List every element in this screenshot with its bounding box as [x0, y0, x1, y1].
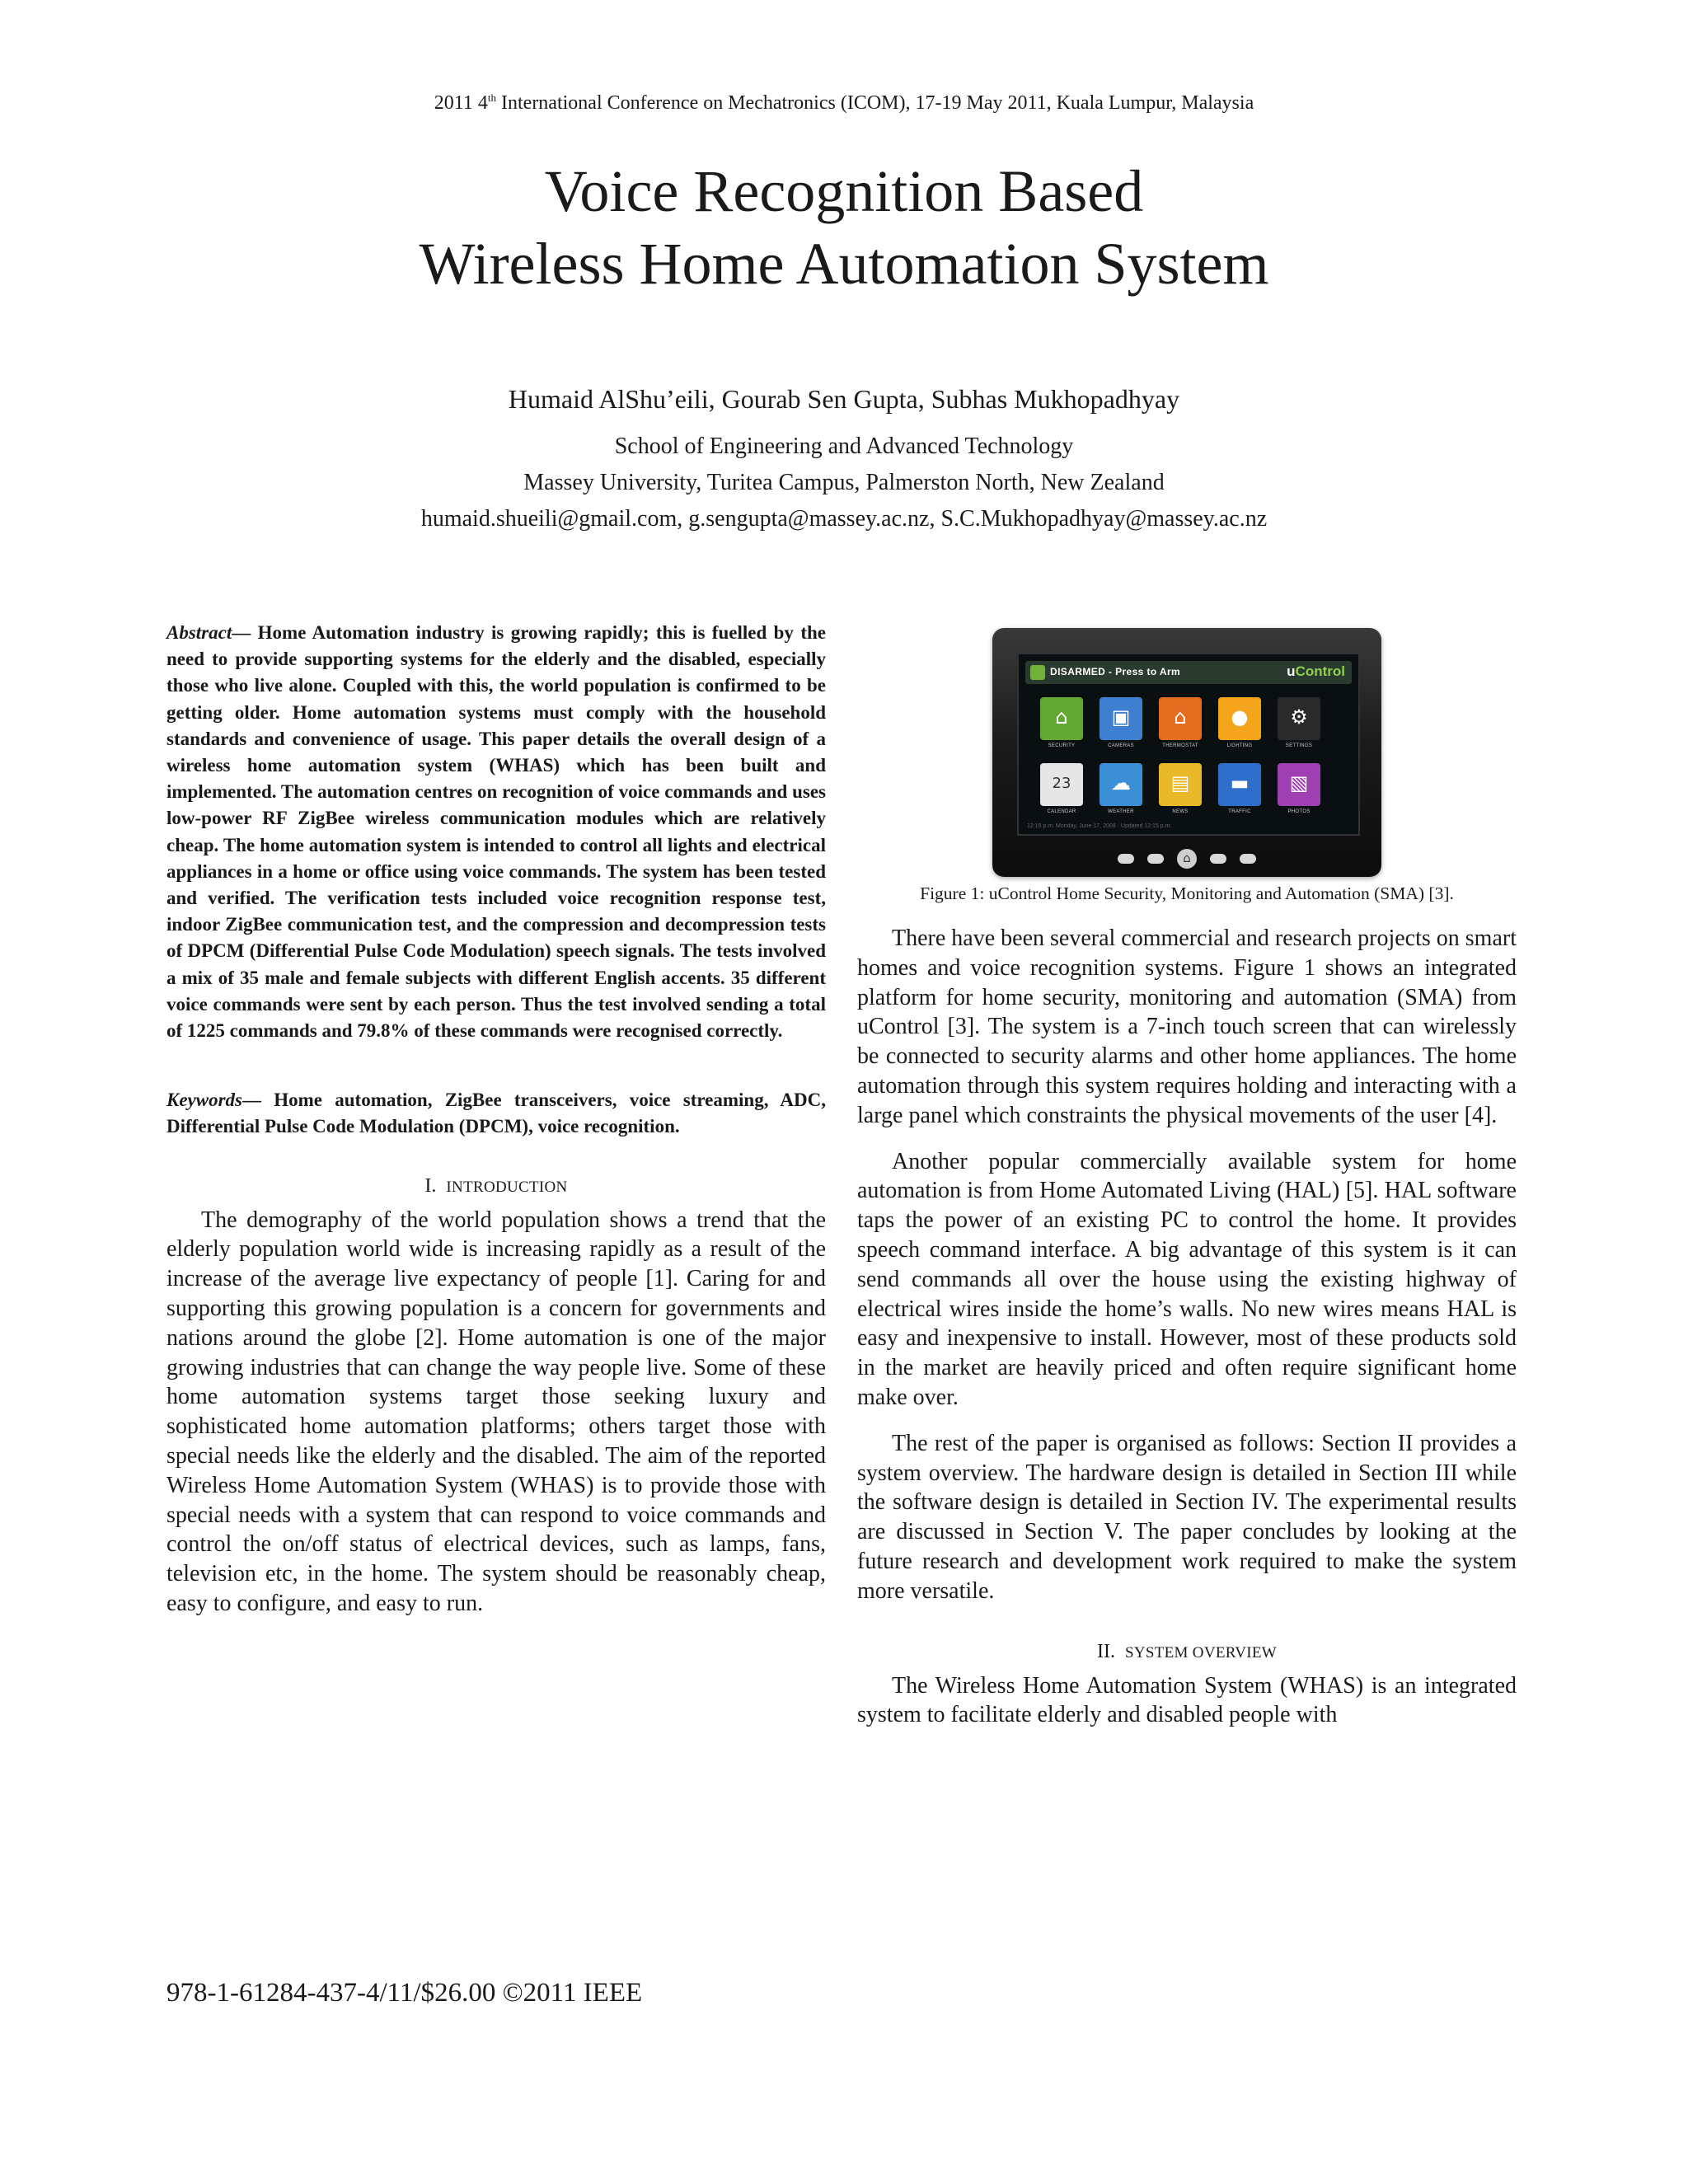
- app-tile-label: SECURITY: [1048, 743, 1076, 748]
- calendar-icon: 23: [1052, 775, 1071, 792]
- author-emails[interactable]: humaid.shueili@gmail.com, g.sengupta@massey.ac.nz, S.C.Mukhopadhyay@massey.ac.nz: [420, 506, 1268, 532]
- app-tile-label: TRAFFIC: [1228, 809, 1251, 814]
- abstract-text: Home Automation industry is growing rapidly; this is fuelled by the need to provide supporting systems for the elderly and the disabled, especially those who live alone. Coupled with this, the world population is confirmed to be getting older. Home automation systems must comply with the household standards and convenience of usage. This paper details the overall design of a wireless home automation system (WHAS) which has been built and implemented. The automation centres on recognition of voice commands and uses low-power RF ZigBee wireless communication modules which are relatively cheap. The home automation system is intended to control all lights and electrical appliances in a home or office using voice commands. The system has been tested and verified. The verification tests included voice recognition response test, indoor ZigBee communication test, and the compression and decompression tests of DPCM (Differential Pulse Code Modulation) speech signals. The tests involved a mix of 35 male and female subjects with different English accents. 35 different voice commands were sent by each person. Thus the test involved sending a total of 1225 commands and 79.8% of these commands were recognised correctly.: [166, 622, 826, 1042]
- app-tile-traffic: [1218, 763, 1261, 814]
- tablet-buttons: [992, 849, 1381, 869]
- paper-organisation-paragraph: The rest of the paper is organised as follows: Section II provides a system overview. The hardware design is detailed in Section III while the software design is detailed in Section IV. The experimental results are discussed in Section V. The paper concludes by looking at the future research and development work required to make the system more versatile.: [857, 1430, 1517, 1604]
- left-column: [166, 620, 826, 1619]
- settings-icon: ⚙: [1290, 705, 1308, 729]
- app-tile-security: [1040, 697, 1083, 748]
- weather-icon: ☁: [1111, 771, 1131, 794]
- app-tile-news: [1159, 763, 1202, 814]
- news-icon: ▤: [1170, 771, 1190, 794]
- abstract: Abstract— Home Automation industry is growing rapidly; this is fuelled by the need to provide supporting systems for the elderly and the disabled, especially those who live alone. Coupled with this, the world population is confirmed to be getting older. Home automation systems must comply with the household standards and convenience of usage. This paper details the overall design of a wireless home automation system (WHAS) which has been built and implemented. The automation centres on recognition of voice commands and uses low-power RF ZigBee wireless communication modules which are relatively cheap. The home automation system is intended to control all lights and electrical appliances in a home or office using voice commands. The system has been tested and verified. The verification tests included voice recognition response test, indoor ZigBee communication test, and the compression and decompression tests of DPCM (Differential Pulse Code Modulation) speech signals. The tests involved a mix of 35 male and female subjects with different English accents. 35 different voice commands were sent by each person. Thus the test involved sending a total of 1225 commands and 79.8% of these commands were recognised correctly.: [166, 622, 826, 1042]
- app-tile-photos: [1278, 763, 1320, 814]
- right-column: [857, 620, 1517, 1730]
- app-tile-cameras: [1100, 697, 1142, 748]
- home-icon: ⌂: [1183, 851, 1191, 865]
- affiliation-school: School of Engineering and Advanced Technology: [614, 434, 1074, 459]
- traffic-icon: ▬: [1230, 771, 1250, 794]
- paper-title-line-2: Wireless Home Automation System: [419, 231, 1269, 297]
- lighting-icon: ●: [1231, 705, 1249, 729]
- thermostat-icon: ⌂: [1174, 705, 1187, 729]
- paper-title: [0, 155, 1688, 300]
- paper-title-line-1: Voice Recognition Based: [544, 158, 1144, 224]
- tablet-screen: [1017, 653, 1360, 836]
- app-tile-label: WEATHER: [1108, 809, 1134, 814]
- screen-status-text: DISARMED - Press to Arm: [1050, 666, 1181, 677]
- keywords-text: Home automation, ZigBee transceivers, voice streaming, ADC, Differential Pulse Code Modulation (DPCM), voice recognition.: [166, 1090, 826, 1137]
- related-work-paragraph-2: Another popular commercially available system for home automation is from Home Automated Living (HAL) [5]. HAL software taps the power of an existing PC to control the home. It provides speech command interface. A big advantage of this system is it can send commands all over the house using the existing highway of electrical wires inside the home’s walls. No new wires means HAL is easy and inexpensive to install. However, most of these products sold in the market are heavily priced and often require significant home make over.: [857, 1148, 1517, 1410]
- app-tile-label: SETTINGS: [1285, 743, 1313, 748]
- screen-status-bar: [1025, 661, 1352, 684]
- app-tile-label: CAMERAS: [1108, 743, 1134, 748]
- conference-header: 2011 4th International Conference on Mechatronics (ICOM), 17-19 May 2011, Kuala Lumpur, Malaysia: [434, 91, 1254, 114]
- app-tile-label: CALENDAR: [1047, 809, 1076, 814]
- app-tile-label: THERMOSTAT: [1162, 743, 1198, 748]
- ucontrol-logo: uControl: [1287, 663, 1345, 679]
- tablet-button-left-2: [1118, 854, 1134, 864]
- app-tile-label: LIGHTING: [1226, 743, 1253, 748]
- section-heading-system-overview: II. SYSTEM OVERVIEW: [1097, 1640, 1277, 1662]
- footer-isbn-copyright: 978-1-61284-437-4/11/$26.00 ©2011 IEEE: [166, 1978, 643, 2008]
- security-icon: ⌂: [1055, 705, 1068, 729]
- tablet-button-right-2: [1240, 854, 1256, 864]
- introduction-paragraph: The demography of the world population shows a trend that the elderly population world wide is increasing rapidly as a result of the increase of the average live expectancy of people [1]. Caring for and supporting this growing population is a concern for governments and nations around the globe [2]. Home automation is one of the major growing industries that can change the way people live. Some of these home automation systems target those seeking luxury and sophisticated home automation platforms; others target those with special needs like the elderly and the disabled. The aim of the reported Wireless Home Automation System (WHAS) is to provide those with special needs with a system that can respond to voice commands and control the on/off status of electrical devices, such as lamps, fans, television etc, in the home. The system should be reasonably cheap, easy to configure, and easy to run.: [166, 1207, 826, 1617]
- author-list: Humaid AlShu’eili, Gourab Sen Gupta, Subhas Mukhopadhyay: [508, 384, 1180, 414]
- app-tile-label: PHOTOS: [1287, 809, 1311, 814]
- system-overview-paragraph: The Wireless Home Automation System (WHAS) is an integrated system to facilitate elderly and disabled people with: [857, 1672, 1517, 1728]
- app-tile-settings: [1278, 697, 1320, 748]
- app-tile-weather: [1100, 763, 1142, 814]
- keywords: Keywords— Home automation, ZigBee transceivers, voice streaming, ADC, Differential Pulse Code Modulation (DPCM), voice recognition.: [166, 1090, 826, 1137]
- tablet-home-button: [1177, 849, 1197, 869]
- figure-1: [857, 620, 1517, 883]
- tablet-button-left-1: [1147, 854, 1164, 864]
- app-tile-calendar: [1040, 763, 1083, 814]
- keywords-label: Keywords: [166, 1090, 242, 1111]
- screen-timestamp: 12:15 p.m. Monday, June 17, 2008 · Updated 12:15 p.m.: [1027, 823, 1172, 829]
- related-work-paragraph-1: There have been several commercial and research projects on smart homes and voice recognition systems. Figure 1 shows an integrated platform for home security, monitoring and automation (SMA) from uControl [3]. The system is a 7-inch touch screen that can wirelessly be connected to security alarms and other home appliances. The home automation through this system requires holding and interacting with a large panel which constraints the physical movements of the user [4].: [857, 926, 1517, 1128]
- photos-icon: ▧: [1289, 771, 1309, 794]
- lock-icon: [1030, 665, 1045, 680]
- tablet-button-right-1: [1210, 854, 1226, 864]
- affiliation-university: Massey University, Turitea Campus, Palmerston North, New Zealand: [523, 470, 1165, 495]
- app-tile-thermostat: [1159, 697, 1202, 748]
- app-tile-label: NEWS: [1172, 809, 1189, 814]
- cameras-icon: ▣: [1111, 705, 1131, 729]
- app-tile-lighting: [1218, 697, 1261, 748]
- section-heading-introduction: I. INTRODUCTION: [424, 1174, 568, 1197]
- ucontrol-tablet-image: [992, 628, 1381, 877]
- abstract-label: Abstract: [166, 622, 232, 643]
- figure-1-caption: Figure 1: uControl Home Security, Monitoring and Automation (SMA) [3].: [920, 883, 1454, 903]
